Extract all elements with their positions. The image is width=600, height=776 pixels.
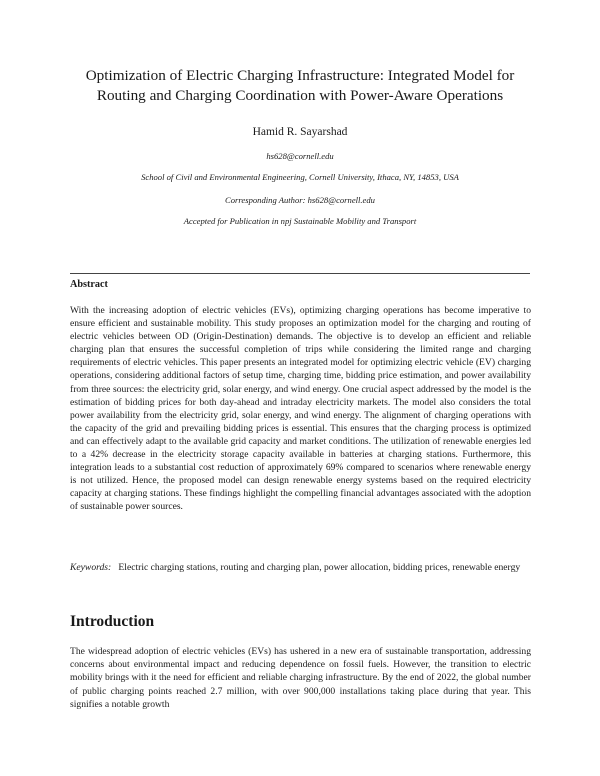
title-line-1: Optimization of Electric Charging Infrastructure: Integrated Model for: [85, 67, 515, 84]
acceptance-note: Accepted for Publication in npj Sustainable Mobility and Transport: [183, 216, 417, 226]
paper-title: [60, 66, 540, 106]
author-name: Hamid R. Sayarshad: [252, 126, 348, 138]
affiliation: School of Civil and Environmental Engineering, Cornell University, Ithaca, NY, 14853, USA: [141, 172, 459, 182]
introduction-text: The widespread adoption of electric vehicles (EVs) has ushered in a new era of sustainable transportation, addressing concerns about environmental impact and reducing dependence on fossil fuels. However, the transition to electric mobility brings with it the need for efficient and reliable charging infrastructure. By the end of 2022, the global number of public charging points reached 2.7 million, with over 900,000 installations taking place during that year. This signifies a notable growth: [70, 646, 531, 710]
keywords-label: Keywords:: [70, 562, 117, 573]
introduction-heading: Introduction: [70, 613, 155, 630]
section-divider: [70, 273, 530, 274]
title-line-2: Routing and Charging Coordination with Power-Aware Operations: [96, 87, 504, 104]
corresponding-author: Corresponding Author: hs628@cornell.edu: [225, 195, 375, 205]
keywords: [70, 561, 531, 574]
author-email: hs628@cornell.edu: [266, 151, 334, 161]
keywords-text: Electric charging stations, routing and charging plan, power allocation, bidding prices, renewable energy: [118, 562, 521, 573]
abstract-text: With the increasing adoption of electric vehicles (EVs), optimizing charging operations has become imperative to ensure efficient and sustainable mobility. This study proposes an optimization model for the charging and routing of electric vehicles between OD (Origin-Destination) demands. The objective is to develop an efficient and reliable charging plan that ensures the successful completion of trips while considering the limited range and charging requirements of electric vehicles. This paper presents an integrated model for optimizing electric vehicle (EV) charging operations, considering additional factors of setup time, charging time, bidding price estimation, and power availability from three sources: the electricity grid, solar energy, and wind energy. One crucial aspect addressed by the model is the estimation of bidding prices for both day-ahead and intraday electricity markets. The model also considers the total power availability from the electricity grid, solar energy, and wind energy. The alignment of charging operations with the capacity of the grid and prevailing bidding prices is essential. This ensures that the charging process is optimized and can effectively adapt to the available grid capacity and market conditions. The utilization of renewable energies led to a 42% decrease in the electricity storage capacity available in batteries at charging stations. Furthermore, this integration leads to a substantial cost reduction of approximately 69% compared to scenarios where renewable energy is not utilized. Hence, the proposed model can design renewable energy systems based on the required electricity capacity at charging stations. These findings highlight the compelling financial advantages associated with the adoption of sustainable power sources.: [70, 305, 531, 513]
abstract-heading: Abstract: [70, 279, 108, 290]
